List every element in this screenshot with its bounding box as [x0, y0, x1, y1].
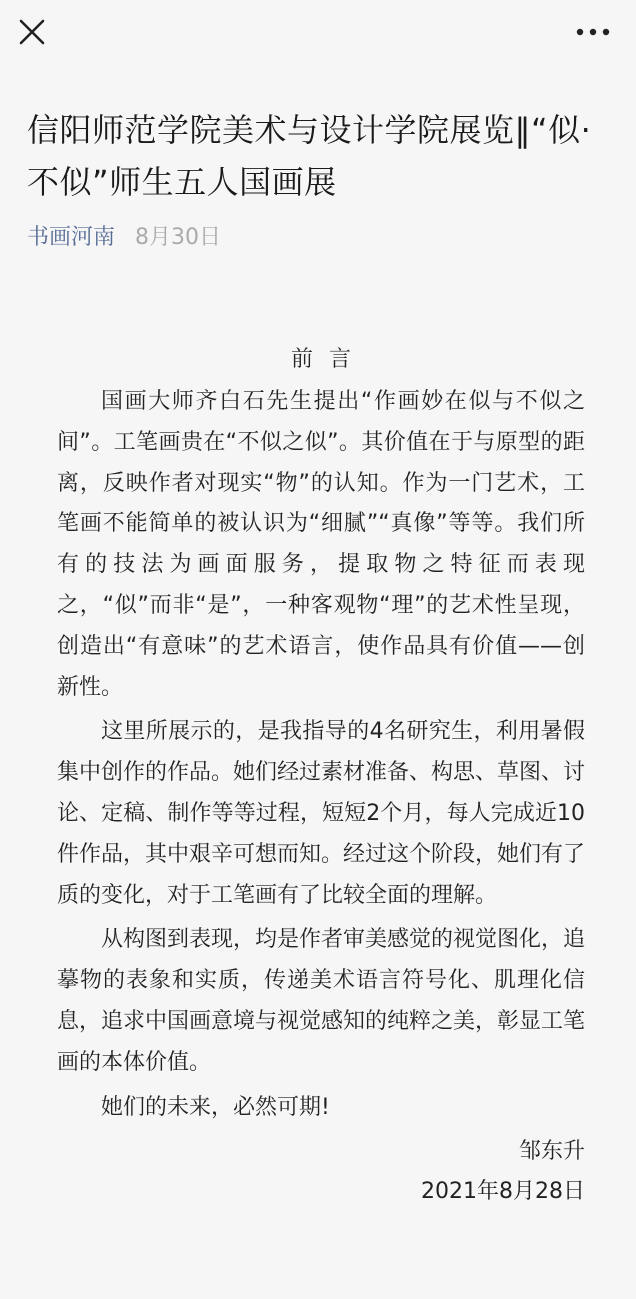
article-title: 信阳师范学院美术与设计学院展览‖“似·不似”师生五人国画展 — [27, 111, 592, 201]
paragraph: 她们的未来，必然可期! — [101, 1094, 330, 1120]
signature-date: 2021年8月28日 — [421, 1179, 585, 1205]
author-signature: 邹东升 — [518, 1139, 585, 1165]
paragraph: 这里所展示的，是我指导的4名研究生，利用暑假集中创作的作品。她们经过素材准备、构思、草图、讨论、定稿、制作等等过程，短短2个月，每人完成近10件作品，其中艰辛可想而知。经过这个阶段，她们有了质的变化，对于工笔画有了比较全面的理解。 — [57, 719, 586, 908]
paragraph: 国画大师齐白石先生提出“作画妙在似与不似之间”。工笔画贵在“不似之似”。其价值在于与原型的距离，反映作者对现实“物”的认知。作为一门艺术，工笔画不能简单的被认识为“细腻”“真像”等等。我们所有的技法为画面服务，提取物之特征而表现之，“似”而非“是”，一种客观物“理”的艺术性呈现，创造出“有意味”的艺术语言，使作品具有价值——创新性。 — [57, 389, 585, 700]
more-icon — [570, 18, 616, 46]
article-body — [57, 338, 585, 1212]
section-heading: 前言 — [290, 347, 367, 372]
top-bar — [0, 0, 636, 64]
article-meta — [27, 220, 221, 256]
paragraph: 从构图到表现，均是作者审美感觉的视觉图化，追摹物的表象和实质，传递美术语言符号化、肌理化信息，追求中国画意境与视觉感知的纯粹之美，彰显工笔画的本体价值。 — [57, 927, 586, 1075]
account-name-link[interactable]: 书画河南 — [27, 225, 116, 250]
more-button[interactable] — [570, 18, 616, 46]
close-icon — [14, 14, 50, 50]
close-button[interactable] — [14, 14, 50, 50]
publish-date: 8月30日 — [135, 225, 222, 250]
